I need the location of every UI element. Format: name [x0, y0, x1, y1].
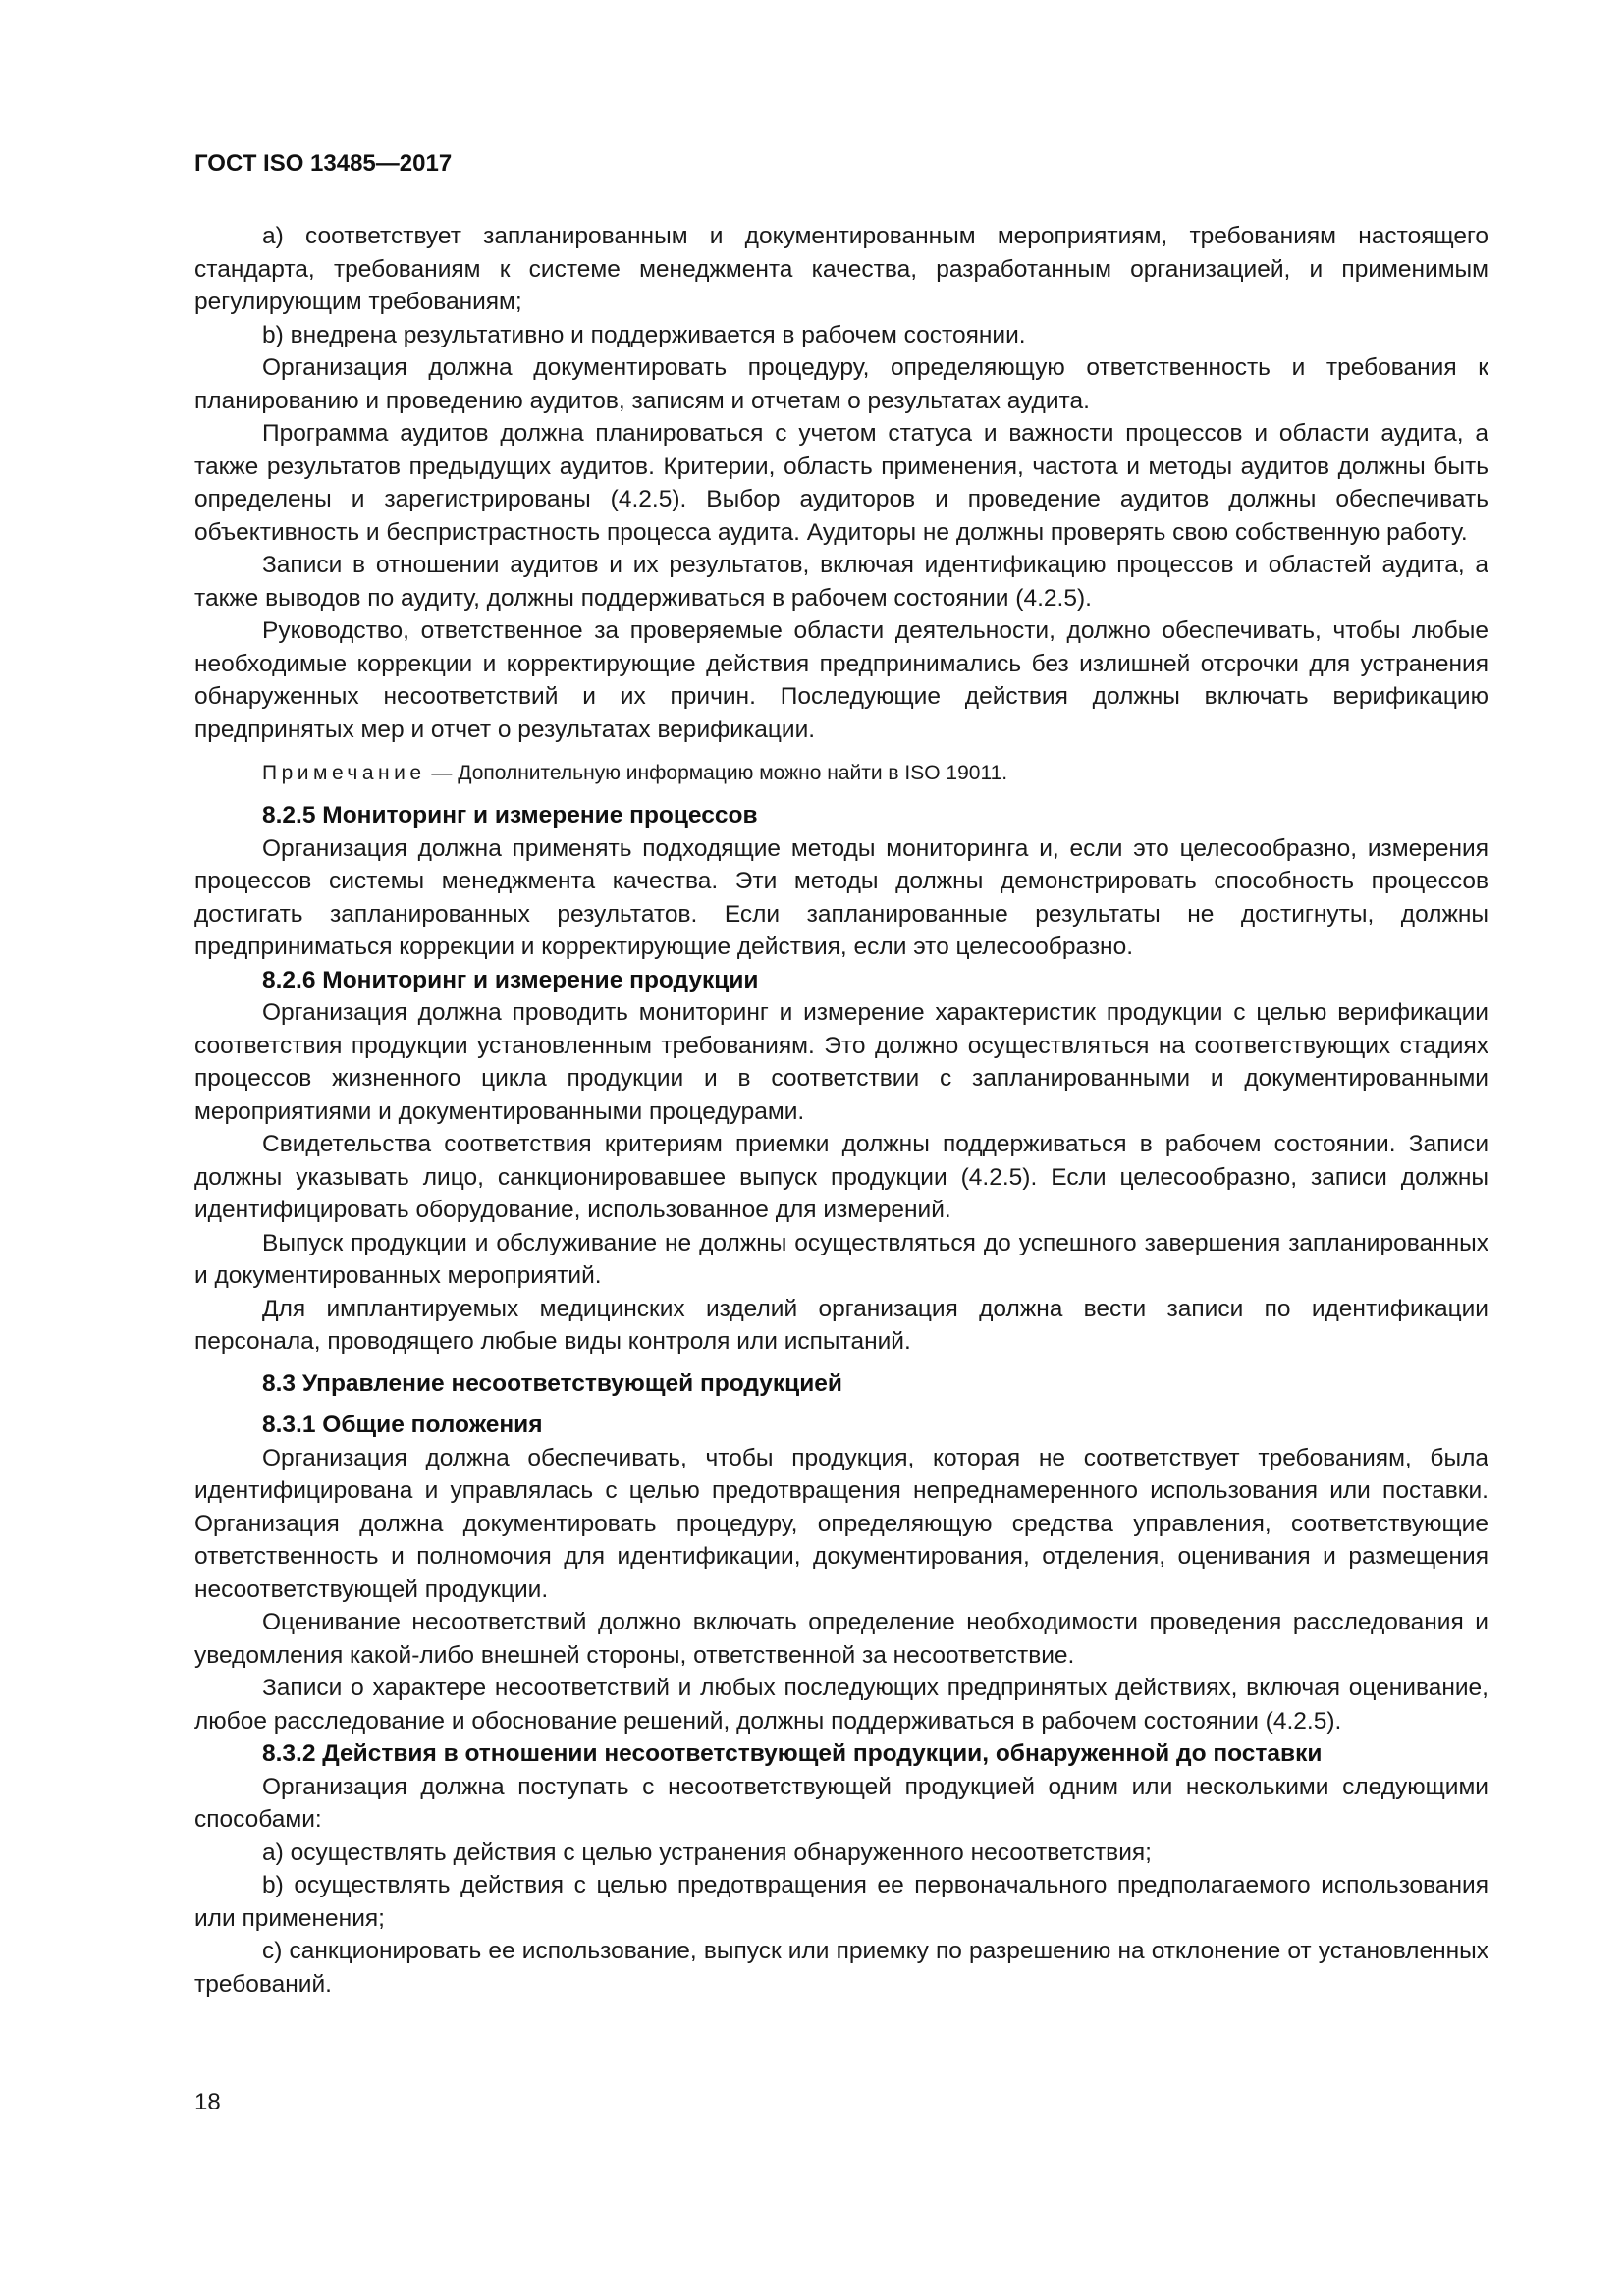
- paragraph: Выпуск продукции и обслуживание не должны осуществляться до успешного завершения запланированных и документированных мероприятий.: [194, 1229, 1488, 1289]
- section-heading-8-3-2: 8.3.2 Действия в отношении несоответствующей продукции, обнаруженной до поставки: [262, 1740, 1323, 1767]
- paragraph: Программа аудитов должна планироваться с учетом статуса и важности процессов и области аудита, а также результатов предыдущих аудитов. Критерии, область применения, частота и методы аудитов должны быть определены и зарегистрированы (4.2.5). Выбор аудиторов и проведение аудитов должны обеспечивать объективность и беспристрастность процесса аудита. Аудиторы не должны проверять свою собственную работу.: [194, 420, 1488, 546]
- note-label: Примечание: [262, 762, 426, 784]
- section-heading-8-3-1: 8.3.1 Общие положения: [262, 1412, 543, 1438]
- paragraph: Записи о характере несоответствий и любых последующих предпринятых действиях, включая оценивание, любое расследование и обоснование решений, должны поддерживаться в рабочем состоянии (4.2.5).: [194, 1675, 1488, 1735]
- paragraph: Организация должна обеспечивать, чтобы продукция, которая не соответствует требованиям, была идентифицирована и управлялась с целью предотвращения непреднамеренного использования или поставки. Организация должна документировать процедуру, определяющую средства управления, соответствующие ответственность и полномочия для идентификации, документирования, отделения, оценивания и размещения несоответствующей продукции.: [194, 1444, 1488, 1603]
- section-heading-8-2-6: 8.2.6 Мониторинг и измерение продукции: [262, 966, 759, 993]
- paragraph: Для имплантируемых медицинских изделий организация должна вести записи по идентификации персонала, проводящего любые виды контроля или испытаний.: [194, 1295, 1488, 1355]
- note: [194, 760, 1488, 787]
- page-number: 18: [194, 2089, 221, 2115]
- list-item-b: b) осуществлять действия с целью предотвращения ее первоначального предполагаемого использования или применения;: [194, 1872, 1488, 1932]
- paragraph: Организация должна проводить мониторинг и измерение характеристик продукции с целью верификации соответствия продукции установленным требованиям. Это должно осуществляться на соответствующих стадиях процессов жизненного цикла продукции и в соответствии с запланированными и документированными мероприятиями и документированными процедурами.: [194, 999, 1488, 1125]
- paragraph: Записи в отношении аудитов и их результатов, включая идентификацию процессов и областей аудита, а также выводов по аудиту, должны поддерживаться в рабочем состоянии (4.2.5).: [194, 552, 1488, 612]
- section-heading-8-2-5: 8.2.5 Мониторинг и измерение процессов: [262, 802, 758, 828]
- paragraph: Организация должна применять подходящие методы мониторинга и, если это целесообразно, измерения процессов системы менеджмента качества. Эти методы должны демонстрировать способность процессов достигать запланированных результатов. Если запланированные результаты не достигнуты, должны предприниматься коррекции и корректирующие действия, если это целесообразно.: [194, 834, 1488, 960]
- document-page: [194, 149, 1488, 2001]
- paragraph: Руководство, ответственное за проверяемые области деятельности, должно обеспечивать, чтобы любые необходимые коррекции и корректирующие действия предпринимались без излишней отсрочки для устранения обнаруженных несоответствий и их причин. Последующие действия должны включать верификацию предпринятых мер и отчет о результатах верификации.: [194, 617, 1488, 743]
- note-text: — Дополнительную информацию можно найти в ISO 19011.: [425, 762, 1008, 784]
- paragraph: Организация должна поступать с несоответствующей продукцией одним или несколькими следующими способами:: [194, 1773, 1488, 1833]
- list-item-a: a) осуществлять действия с целью устранения обнаруженного несоответствия;: [262, 1839, 1152, 1866]
- paragraph: Оценивание несоответствий должно включать определение необходимости проведения расследования и уведомления какой-либо внешней стороны, ответственной за несоответствие.: [194, 1609, 1488, 1669]
- list-item-c: c) санкционировать ее использование, выпуск или приемку по разрешению на отклонение от установленных требований.: [194, 1938, 1488, 1998]
- list-item-a: a) соответствует запланированным и документированным мероприятиям, требованиям настоящего стандарта, требованиям к системе менеджмента качества, разработанным организацией, и применимым регулирующим требованиям;: [194, 223, 1488, 315]
- document-header: ГОСТ ISO 13485—2017: [194, 150, 453, 177]
- document-body: [194, 220, 1488, 2001]
- list-item-b: b) внедрена результативно и поддерживается в рабочем состоянии.: [262, 321, 1026, 348]
- section-heading-8-3: 8.3 Управление несоответствующей продукцией: [262, 1369, 842, 1397]
- paragraph: Свидетельства соответствия критериям приемки должны поддерживаться в рабочем состоянии. Записи должны указывать лицо, санкционировавшее выпуск продукции (4.2.5). Если целесообразно, записи должны идентифицировать оборудование, использованное для измерений.: [194, 1131, 1488, 1223]
- paragraph: Организация должна документировать процедуру, определяющую ответственность и требования к планированию и проведению аудитов, записям и отчетам о результатах аудита.: [194, 354, 1488, 414]
